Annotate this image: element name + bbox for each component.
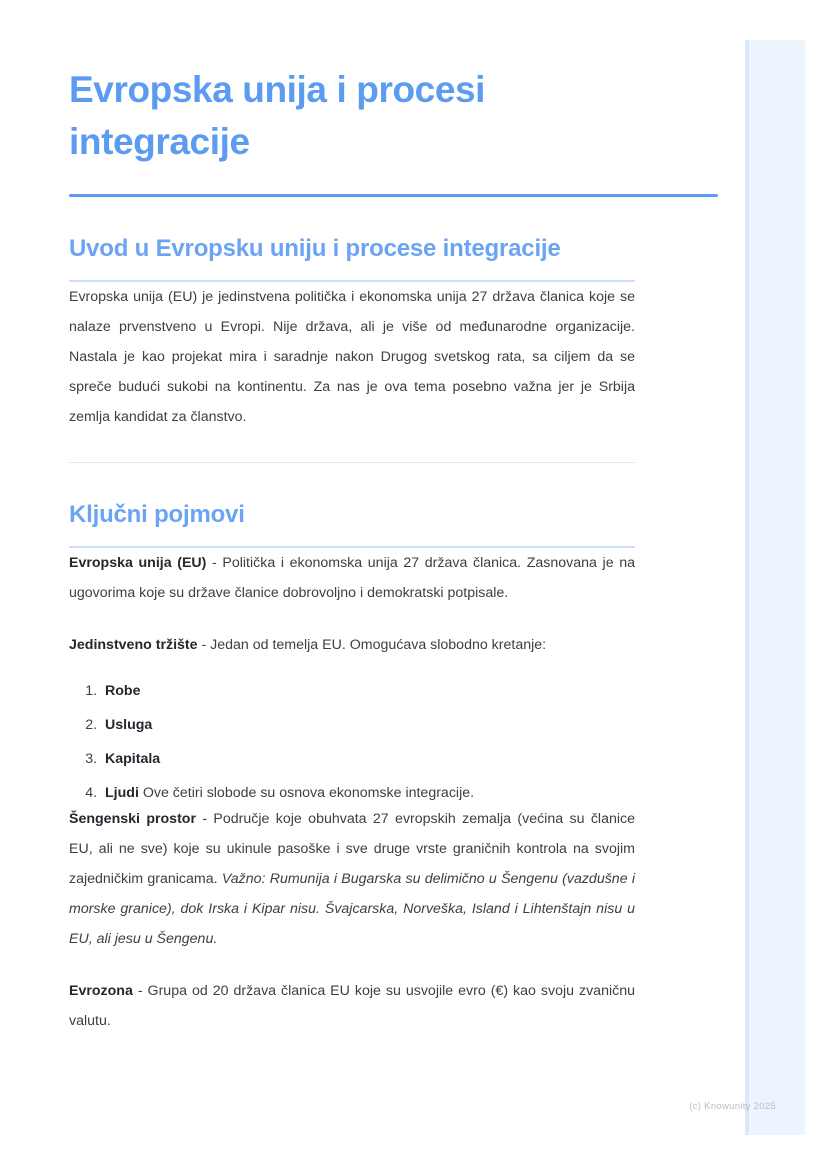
- footer-copyright: (c) Knowunity 2025: [689, 1101, 776, 1112]
- title-underline-rule: [69, 194, 718, 197]
- term-note-schengen: Važno: Rumunija i Bugarska su delimično u Šengenu (vazdušne i morske granice), dok Irska i Kipar nisu. Švajcarska, Norveška, Island i Lihtenštajn nisu u EU, ali jesu u Šengenu.: [69, 871, 635, 947]
- section-heading-key-terms: Ključni pojmovi: [69, 501, 245, 528]
- list-item-term: Usluga: [105, 717, 153, 733]
- intro-paragraph: [69, 282, 635, 432]
- list-item-term: Kapitala: [105, 751, 161, 767]
- list-item-rest: Ove četiri slobode su osnova ekonomske integracije.: [138, 785, 475, 801]
- list-item: [101, 714, 635, 736]
- term-text-single-market: - Jedan od temelja EU. Omogućava slobodno kretanje:: [197, 637, 547, 653]
- section-divider: [69, 462, 635, 463]
- four-freedoms-list: [69, 680, 635, 804]
- section-heading-intro: Uvod u Evropsku uniju i procese integracije: [69, 235, 561, 262]
- list-item-term: Robe: [105, 683, 141, 699]
- page-title: Evropska unija i procesi integracije: [69, 69, 486, 162]
- list-item: [101, 748, 635, 770]
- term-definition-schengen: [69, 804, 635, 954]
- term-text-schengen: - Područje koje obuhvata 27 evropskih zemalja (većina su članice EU, ali ne sve) koje su ukinule pasoške i sve druge vrste graničnih kontrola na svojim zajedničkim granicama.: [69, 811, 635, 887]
- list-item: [101, 782, 635, 804]
- term-label-eu: Evropska unija (EU): [69, 555, 207, 571]
- term-label-single-market: Jedinstveno tržište: [69, 637, 198, 653]
- intro-paragraph-text: Evropska unija (EU) je jedinstvena politička i ekonomska unija 27 država članica koje se nalaze prvenstveno u Evropi. Nije država, ali je više od međunarodne organizacije. Nastala je kao projekat mira i saradnje nakon Drugog svetskog rata, sa ciljem da se spreče budući sukobi na kontinentu. Za nas je ova tema posebno važna jer je Srbija zemlja kandidat za članstvo.: [69, 289, 635, 425]
- term-text-eurozone: - Grupa od 20 država članica EU koje su usvojile evro (€) kao svoju zvaničnu valutu.: [69, 983, 635, 1029]
- term-definition-single-market: [69, 630, 635, 660]
- term-label-eurozone: Evrozona: [69, 983, 133, 999]
- term-definition-eu: [69, 548, 635, 608]
- term-label-schengen: Šengenski prostor: [69, 811, 196, 827]
- list-item-term: Ljudi: [105, 785, 139, 801]
- list-item: [101, 680, 635, 702]
- term-definition-eurozone: [69, 976, 635, 1036]
- right-edge-strip: [745, 40, 805, 1135]
- term-text-eu: - Politička i ekonomska unija 27 država članica. Zasnovana je na ugovorima koje su države članice dobrovoljno i demokratski potpisale.: [69, 555, 635, 601]
